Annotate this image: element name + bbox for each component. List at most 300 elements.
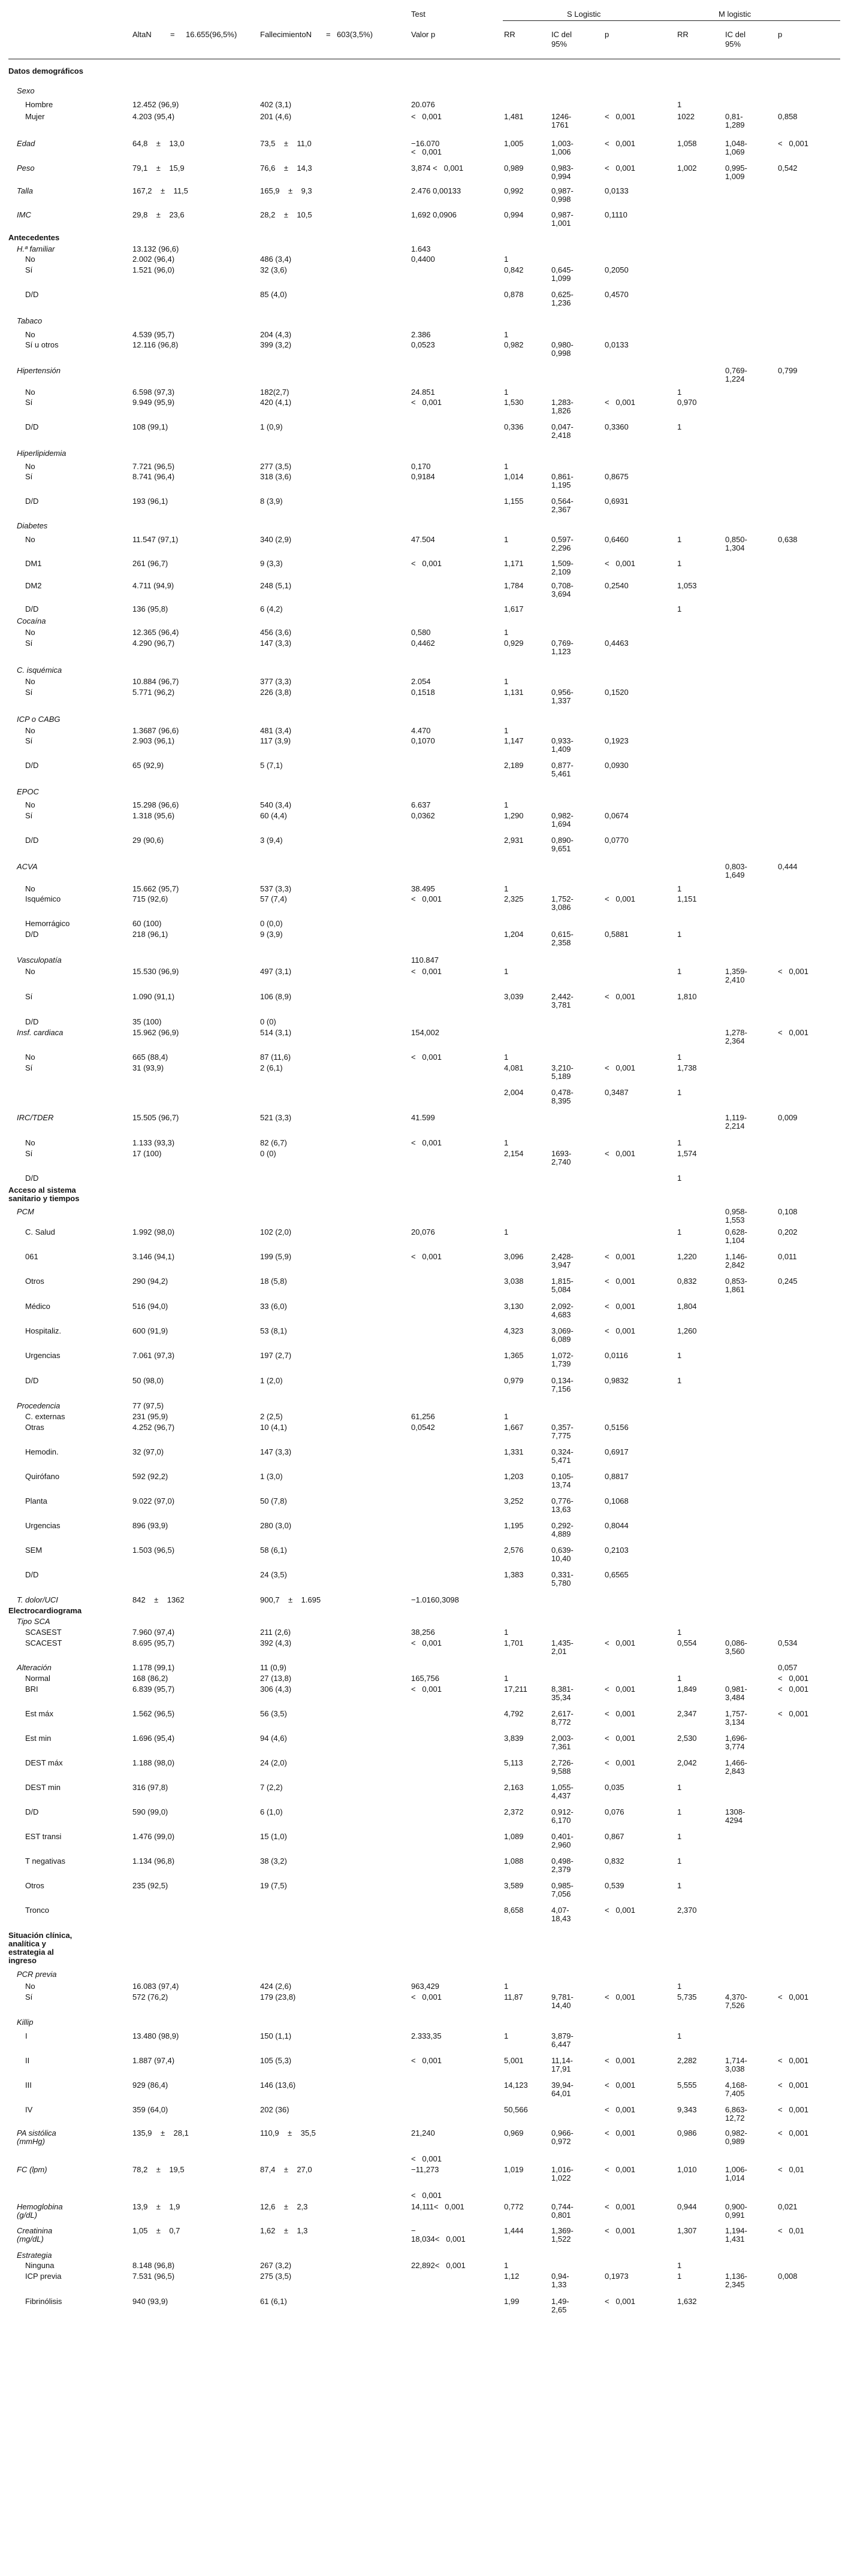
cell-label: C. isquémica bbox=[17, 666, 62, 675]
cell-test: 0,9184 bbox=[411, 472, 435, 481]
cell-alta: 261 (96,7) bbox=[132, 559, 168, 568]
cell-m-rr: 1 bbox=[677, 930, 682, 939]
cell-label: Tipo SCA bbox=[17, 1617, 50, 1626]
cell-m-ic: 0,900- 0,991 bbox=[725, 2202, 747, 2220]
cell-fall: 50 (7,8) bbox=[260, 1496, 287, 1505]
cell-s-p: 0,0674 bbox=[605, 811, 629, 820]
cell-m-rr: 1 bbox=[677, 2272, 682, 2281]
cell-label: EPOC bbox=[17, 787, 39, 796]
s-logistic-heading: S Logistic bbox=[567, 10, 601, 19]
cell-label: Talla bbox=[17, 186, 33, 195]
cell-m-rr: 0,944 bbox=[677, 2202, 697, 2211]
cell-label: PCM bbox=[17, 1207, 34, 1216]
cell-m-p: < 0,001 bbox=[778, 1993, 808, 2001]
cell-fall: 56 (3,5) bbox=[260, 1709, 287, 1718]
cell-alta: 929 (86,4) bbox=[132, 2081, 168, 2090]
cell-s-ic: 0,645- 1,099 bbox=[551, 265, 574, 283]
cell-label: No bbox=[25, 967, 35, 976]
cell-m-p: < 0,001 bbox=[778, 139, 808, 148]
cell-test: < 0,001 bbox=[411, 1993, 442, 2001]
cell-m-rr: 1 bbox=[677, 1807, 682, 1816]
cell-m-p: 0,009 bbox=[778, 1113, 798, 1122]
cell-fall: 540 (3,4) bbox=[260, 800, 292, 809]
cell-label: Urgencias bbox=[25, 1351, 61, 1360]
cell-s-p: 0,1520 bbox=[605, 688, 629, 697]
cell-m-ic: 1,136- 2,345 bbox=[725, 2272, 747, 2289]
cell-s-rr: 1,195 bbox=[504, 1521, 524, 1530]
cell-m-rr: 1 bbox=[677, 1227, 682, 1236]
cell-fall: 87 (11,6) bbox=[260, 1053, 291, 1062]
cell-label: D/D bbox=[25, 930, 39, 939]
cell-s-ic: 2,428- 3,947 bbox=[551, 1252, 574, 1269]
cell-s-rr: 1,99 bbox=[504, 2297, 520, 2306]
cell-alta: 8.148 (96,8) bbox=[132, 2261, 175, 2270]
cell-s-p: < 0,001 bbox=[605, 112, 635, 121]
cell-test: 2.476 0,00133 bbox=[411, 186, 461, 195]
cell-s-p: < 0,001 bbox=[605, 139, 635, 148]
cell-test: < 0,001 bbox=[411, 1053, 442, 1062]
cell-s-ic: 0,985- 7,056 bbox=[551, 1881, 574, 1898]
cell-label: No bbox=[25, 388, 35, 397]
cell-m-rr: 1,804 bbox=[677, 1302, 697, 1311]
cell-fall: 1,62 ± 1,3 bbox=[260, 2226, 308, 2235]
cell-alta: 16.083 (97,4) bbox=[132, 1982, 179, 1991]
cell-s-p: < 0,001 bbox=[605, 1758, 635, 1767]
cell-s-p: 0,6931 bbox=[605, 497, 629, 506]
cell-label: SEM bbox=[25, 1546, 43, 1555]
cell-s-p: 0,6917 bbox=[605, 1447, 629, 1456]
cell-fall: 24 (3,5) bbox=[260, 1570, 287, 1579]
cell-s-p: < 0,001 bbox=[605, 1252, 635, 1261]
cell-fall: 19 (7,5) bbox=[260, 1881, 287, 1890]
cell-s-rr: 1,089 bbox=[504, 1832, 524, 1841]
cell-m-ic: 0,850- 1,304 bbox=[725, 535, 747, 552]
cell-fall: 0 (0,0) bbox=[260, 919, 283, 928]
cell-test: 2.386 bbox=[411, 330, 431, 339]
cell-alta: 167,2 ± 11,5 bbox=[132, 186, 188, 195]
cell-s-p: < 0,001 bbox=[605, 559, 635, 568]
cell-test: 41.599 bbox=[411, 1113, 435, 1122]
m-rr-column-label: RR bbox=[677, 30, 689, 39]
cell-m-rr: 2,282 bbox=[677, 2056, 697, 2065]
cell-s-rr: 1 bbox=[504, 628, 509, 637]
cell-alta: 9.022 (97,0) bbox=[132, 1496, 175, 1505]
cell-label: D/D bbox=[25, 422, 39, 431]
cell-s-p: 0,3360 bbox=[605, 422, 629, 431]
cell-label: SCASEST bbox=[25, 1628, 62, 1637]
cell-alta: 572 (76,2) bbox=[132, 1993, 168, 2001]
cell-s-ic: 0,956- 1,337 bbox=[551, 688, 574, 705]
cell-alta: 2.903 (96,1) bbox=[132, 736, 175, 745]
cell-label: Hipertensión bbox=[17, 366, 61, 375]
cell-alta: 2.002 (96,4) bbox=[132, 255, 175, 264]
cell-s-ic: 1,283- 1,826 bbox=[551, 398, 574, 415]
cell-m-p: < 0,001 bbox=[778, 967, 808, 976]
cell-label: Acceso al sistema sanitario y tiempos bbox=[8, 1186, 80, 1203]
cell-s-rr: 1,131 bbox=[504, 688, 524, 697]
cell-s-ic: 0,564- 2,367 bbox=[551, 497, 574, 514]
cell-s-rr: 0,842 bbox=[504, 265, 524, 274]
cell-s-rr: 1,784 bbox=[504, 581, 524, 590]
cell-alta: 29,8 ± 23,6 bbox=[132, 210, 185, 219]
cell-test: 2.333,35 bbox=[411, 2031, 442, 2040]
cell-s-rr: 3,252 bbox=[504, 1496, 524, 1505]
cell-fall: 267 (3,2) bbox=[260, 2261, 292, 2270]
cell-s-ic: 0,966- 0,972 bbox=[551, 2128, 574, 2146]
cell-label: ICP o CABG bbox=[17, 715, 61, 724]
cell-label: Estrategia bbox=[17, 2251, 52, 2260]
cell-m-rr: 1,632 bbox=[677, 2297, 697, 2306]
cell-alta: 15.662 (95,7) bbox=[132, 884, 179, 893]
cell-s-ic: 1693- 2,740 bbox=[551, 1149, 572, 1166]
cell-alta: 15.530 (96,9) bbox=[132, 967, 179, 976]
cell-fall: 27 (13,8) bbox=[260, 1674, 292, 1683]
cell-s-rr: 2,325 bbox=[504, 894, 524, 903]
cell-s-p: 0,1068 bbox=[605, 1496, 629, 1505]
cell-s-rr: 1,12 bbox=[504, 2272, 520, 2281]
cell-label: DEST min bbox=[25, 1783, 61, 1792]
cell-m-ic: 0,853- 1,861 bbox=[725, 1277, 747, 1294]
cell-alta: 359 (64,0) bbox=[132, 2105, 168, 2114]
cell-m-p: < 0,001 bbox=[778, 2105, 808, 2114]
cell-s-p: 0,6565 bbox=[605, 1570, 629, 1579]
cell-s-p: 0,3487 bbox=[605, 1088, 629, 1097]
cell-s-ic: 0,324- 5,471 bbox=[551, 1447, 574, 1465]
cell-s-p: 0,076 bbox=[605, 1807, 624, 1816]
cell-s-rr: 0,929 bbox=[504, 639, 524, 648]
cell-s-p: < 0,001 bbox=[605, 1302, 635, 1311]
cell-fall: 537 (3,3) bbox=[260, 884, 292, 893]
cell-s-p: 0,035 bbox=[605, 1783, 624, 1792]
cell-fall: 6 (4,2) bbox=[260, 604, 283, 613]
cell-s-ic: 9,781- 14,40 bbox=[551, 1993, 574, 2010]
cell-alta: 8.695 (95,7) bbox=[132, 1638, 175, 1647]
cell-alta: 79,1 ± 15,9 bbox=[132, 164, 185, 173]
cell-m-ic: 6,863- 12,72 bbox=[725, 2105, 747, 2123]
cell-m-rr: 2,042 bbox=[677, 1758, 697, 1767]
cell-fall: 58 (6,1) bbox=[260, 1546, 287, 1555]
cell-label: I bbox=[25, 2031, 28, 2040]
cell-s-rr: 1,481 bbox=[504, 112, 524, 121]
cell-s-rr: 0,336 bbox=[504, 422, 524, 431]
cell-label: Hombre bbox=[25, 100, 53, 109]
cell-s-p: < 0,001 bbox=[605, 164, 635, 173]
cell-s-rr: 1 bbox=[504, 1053, 509, 1062]
cell-label: Sí bbox=[25, 1149, 33, 1158]
cell-alta: 6.839 (95,7) bbox=[132, 1685, 175, 1694]
cell-s-p: 0,2050 bbox=[605, 265, 629, 274]
cell-fall: 9 (3,9) bbox=[260, 930, 283, 939]
cell-m-p: 0,202 bbox=[778, 1227, 798, 1236]
cell-alta: 1.133 (93,3) bbox=[132, 1138, 175, 1147]
cell-alta: 1.318 (95,6) bbox=[132, 811, 175, 820]
cell-s-rr: 17,211 bbox=[504, 1685, 527, 1694]
cell-m-rr: 1,307 bbox=[677, 2226, 697, 2235]
cell-s-rr: 3,589 bbox=[504, 1881, 524, 1890]
cell-alta: 1.3687 (96,6) bbox=[132, 726, 179, 735]
cell-alta: 316 (97,8) bbox=[132, 1783, 168, 1792]
cell-m-rr: 5,555 bbox=[677, 2081, 697, 2090]
cell-fall: 201 (4,6) bbox=[260, 112, 292, 121]
cell-fall: 202 (36) bbox=[260, 2105, 289, 2114]
cell-label: Sí bbox=[25, 688, 33, 697]
cell-fall: 53 (8,1) bbox=[260, 1326, 287, 1335]
cell-m-rr: 1,220 bbox=[677, 1252, 697, 1261]
cell-fall: 179 (23,8) bbox=[260, 1993, 296, 2001]
cell-s-ic: 0,776- 13,63 bbox=[551, 1496, 574, 1514]
cell-m-rr: 1 bbox=[677, 1138, 682, 1147]
cell-test: 38,256 bbox=[411, 1628, 435, 1637]
cell-label: Sí bbox=[25, 265, 33, 274]
cell-s-p: < 0,001 bbox=[605, 2105, 635, 2114]
cell-s-ic: 1,003- 1,006 bbox=[551, 139, 574, 156]
cell-m-p: 0,444 bbox=[778, 862, 798, 871]
cell-s-p: < 0,001 bbox=[605, 2297, 635, 2306]
cell-m-rr: 1 bbox=[677, 1376, 682, 1385]
cell-s-ic: 0,292- 4,889 bbox=[551, 1521, 574, 1538]
m-logistic-rule bbox=[677, 20, 840, 21]
cell-s-p: 0,8675 bbox=[605, 472, 629, 481]
cell-s-rr: 1,667 bbox=[504, 1423, 524, 1432]
cell-alta: 4.539 (95,7) bbox=[132, 330, 175, 339]
cell-alta: 1,05 ± 0,7 bbox=[132, 2226, 180, 2235]
cell-s-rr: 1,444 bbox=[504, 2226, 524, 2235]
cell-test: 24.851 bbox=[411, 388, 435, 397]
fallecimiento-column-label: FallecimientoN bbox=[260, 30, 312, 39]
cell-m-p: 0,108 bbox=[778, 1207, 798, 1216]
cell-alta: 3.146 (94,1) bbox=[132, 1252, 175, 1261]
cell-test: 6.637 bbox=[411, 800, 431, 809]
cell-m-rr: 0,970 bbox=[677, 398, 697, 407]
cell-m-ic: 0,628- 1,104 bbox=[725, 1227, 747, 1245]
cell-m-p: 0,011 bbox=[778, 1252, 797, 1261]
cell-m-ic: 1,119- 2,214 bbox=[725, 1113, 747, 1130]
cell-s-rr: 8,658 bbox=[504, 1906, 524, 1915]
cell-test: 0,580 bbox=[411, 628, 431, 637]
cell-label: BRI bbox=[25, 1685, 38, 1694]
cell-fall: 61 (6,1) bbox=[260, 2297, 287, 2306]
cell-s-p: 0,832 bbox=[605, 1857, 624, 1866]
cell-label: Normal bbox=[25, 1674, 50, 1683]
s-p-column-label: p bbox=[605, 30, 609, 39]
cell-test: 1,692 0,0906 bbox=[411, 210, 457, 219]
cell-s-p: < 0,001 bbox=[605, 1326, 635, 1335]
cell-s-rr: 1,005 bbox=[504, 139, 524, 148]
cell-fall: 199 (5,9) bbox=[260, 1252, 292, 1261]
cell-test: 963,429 bbox=[411, 1982, 439, 1991]
cell-test: 0,0542 bbox=[411, 1423, 435, 1432]
cell-s-rr: 1,365 bbox=[504, 1351, 524, 1360]
cell-test: < 0,001 bbox=[411, 559, 442, 568]
cell-alta: 1.188 (98,0) bbox=[132, 1758, 175, 1767]
cell-s-rr: 3,039 bbox=[504, 992, 524, 1001]
cell-s-p: < 0,001 bbox=[605, 2165, 635, 2174]
cell-alta: 15.962 (96,9) bbox=[132, 1028, 179, 1037]
m-logistic-heading: M logistic bbox=[719, 10, 752, 19]
alta-column-total: 16.655(96,5%) bbox=[186, 30, 237, 39]
cell-s-ic: 11,14- 17,91 bbox=[551, 2056, 573, 2073]
cell-test: 2.054 bbox=[411, 677, 431, 686]
cell-fall: 94 (4,6) bbox=[260, 1734, 287, 1743]
cell-alta: 592 (92,2) bbox=[132, 1472, 168, 1481]
cell-s-rr: 2,576 bbox=[504, 1546, 524, 1555]
cell-test: 21,240 bbox=[411, 2128, 435, 2137]
cell-test: 3,874 < 0,001 bbox=[411, 164, 464, 173]
cell-s-rr: 1 bbox=[504, 388, 509, 397]
cell-test: < 0,001 bbox=[411, 112, 442, 121]
cell-alta: 1.521 (96,0) bbox=[132, 265, 175, 274]
cell-alta: 12.365 (96,4) bbox=[132, 628, 179, 637]
cell-m-rr: 0,986 bbox=[677, 2128, 697, 2137]
cell-s-rr: 3,839 bbox=[504, 1734, 524, 1743]
cell-fall: 340 (2,9) bbox=[260, 535, 292, 544]
cell-s-ic: 0,597- 2,296 bbox=[551, 535, 574, 552]
cell-m-p: < 0,001 bbox=[778, 2081, 808, 2090]
cell-m-rr: 1 bbox=[677, 1982, 682, 1991]
cell-s-rr: 1 bbox=[504, 1412, 509, 1421]
cell-fall: 147 (3,3) bbox=[260, 1447, 292, 1456]
cell-label: IV bbox=[25, 2105, 33, 2114]
cell-alta: 78,2 ± 19,5 bbox=[132, 2165, 185, 2174]
cell-s-rr: 2,154 bbox=[504, 1149, 524, 1158]
cell-m-p: < 0,01 bbox=[778, 2165, 804, 2174]
cell-s-ic: 1,509- 2,109 bbox=[551, 559, 574, 576]
cell-label: No bbox=[25, 1982, 35, 1991]
cell-s-rr: 0,969 bbox=[504, 2128, 524, 2137]
cell-s-ic: 0,625- 1,236 bbox=[551, 290, 574, 307]
cell-s-rr: 3,130 bbox=[504, 1302, 524, 1311]
cell-fall: 521 (3,3) bbox=[260, 1113, 292, 1122]
cell-s-p: < 0,001 bbox=[605, 2081, 635, 2090]
cell-alta: 168 (86,2) bbox=[132, 1674, 168, 1683]
cell-s-rr: 1 bbox=[504, 1628, 509, 1637]
cell-label: Planta bbox=[25, 1496, 47, 1505]
cell-label: No bbox=[25, 677, 35, 686]
cell-fall: 12,6 ± 2,3 bbox=[260, 2202, 308, 2211]
cell-s-rr: 0,989 bbox=[504, 164, 524, 173]
cell-alta: 8.741 (96,4) bbox=[132, 472, 175, 481]
cell-s-ic: 1,49- 2,65 bbox=[551, 2297, 569, 2314]
cell-label: DM2 bbox=[25, 581, 42, 590]
cell-s-ic: 39,94- 64,01 bbox=[551, 2081, 574, 2098]
cell-s-ic: 0,877- 5,461 bbox=[551, 761, 574, 778]
cell-s-ic: 1,072- 1,739 bbox=[551, 1351, 574, 1368]
cell-label: D/D bbox=[25, 761, 39, 770]
cell-s-p: < 0,001 bbox=[605, 894, 635, 903]
cell-s-ic: 1,016- 1,022 bbox=[551, 2165, 574, 2182]
test-group-heading: Test bbox=[411, 10, 425, 19]
cell-test: 154,002 bbox=[411, 1028, 439, 1037]
cell-fall: 76,6 ± 14,3 bbox=[260, 164, 312, 173]
cell-fall: 15 (1,0) bbox=[260, 1832, 287, 1841]
cell-s-rr: 50,566 bbox=[504, 2105, 528, 2114]
cell-alta: 12.116 (96,8) bbox=[132, 340, 179, 349]
cell-s-p: < 0,001 bbox=[605, 1277, 635, 1286]
cell-m-rr: 1,810 bbox=[677, 992, 697, 1001]
cell-m-p: < 0,001 bbox=[778, 2128, 808, 2137]
cell-fall: 402 (3,1) bbox=[260, 100, 292, 109]
cell-alta: 7.531 (96,5) bbox=[132, 2272, 175, 2281]
cell-alta: 516 (94,0) bbox=[132, 1302, 168, 1311]
cell-fall: 486 (3,4) bbox=[260, 255, 292, 264]
cell-m-p: < 0,01 bbox=[778, 2226, 804, 2235]
cell-s-ic: 0,982- 1,694 bbox=[551, 811, 574, 829]
cell-m-ic: 1,146- 2,842 bbox=[725, 1252, 747, 1269]
cell-s-p: 0,2540 bbox=[605, 581, 629, 590]
cell-s-p: 0,8044 bbox=[605, 1521, 629, 1530]
cell-fall: 5 (7,1) bbox=[260, 761, 283, 770]
cell-fall: 11 (0,9) bbox=[260, 1663, 286, 1672]
cell-s-p: 0,4463 bbox=[605, 639, 629, 648]
cell-s-rr: 1 bbox=[504, 726, 509, 735]
cell-label: Hiperlipidemia bbox=[17, 449, 67, 458]
cell-s-rr: 3,038 bbox=[504, 1277, 524, 1286]
cell-s-p: 0,0930 bbox=[605, 761, 629, 770]
cell-alta: 32 (97,0) bbox=[132, 1447, 164, 1456]
cell-fall: 0 (0) bbox=[260, 1149, 276, 1158]
cell-test: < 0,001 bbox=[411, 1138, 442, 1147]
cell-fall: 28,2 ± 10,5 bbox=[260, 210, 312, 219]
cell-alta: 4.252 (96,7) bbox=[132, 1423, 175, 1432]
cell-alta: 13.480 (98,9) bbox=[132, 2031, 179, 2040]
cell-s-ic: 0,987- 0,998 bbox=[551, 186, 574, 204]
cell-test: < 0,001 bbox=[411, 967, 442, 976]
cell-label: No bbox=[25, 330, 35, 339]
cell-label: D/D bbox=[25, 836, 39, 845]
cell-label: No bbox=[25, 800, 35, 809]
cell-s-p: 0,4570 bbox=[605, 290, 629, 299]
cell-label: Sí bbox=[25, 639, 33, 648]
cell-fall: 420 (4,1) bbox=[260, 398, 292, 407]
cell-fall: 1 (3,0) bbox=[260, 1472, 283, 1481]
cell-s-rr: 1 bbox=[504, 1982, 509, 1991]
cell-m-ic: 1,696- 3,774 bbox=[725, 1734, 747, 1751]
cell-s-ic: 0,498- 2,379 bbox=[551, 1857, 574, 1874]
cell-fall: 18 (5,8) bbox=[260, 1277, 287, 1286]
cell-s-rr: 1 bbox=[504, 800, 509, 809]
cell-fall: 105 (5,3) bbox=[260, 2056, 292, 2065]
cell-alta: 1.503 (96,5) bbox=[132, 1546, 175, 1555]
cell-fall: 110,9 ± 35,5 bbox=[260, 2128, 316, 2137]
cell-s-p: 0,1923 bbox=[605, 736, 629, 745]
cell-m-rr: 1,010 bbox=[677, 2165, 697, 2174]
cell-s-rr: 2,931 bbox=[504, 836, 524, 845]
cell-label: No bbox=[25, 462, 35, 471]
cell-fall: 248 (5,1) bbox=[260, 581, 292, 590]
cell-label: PCR previa bbox=[17, 1970, 57, 1979]
cell-m-ic: 0,769- 1,224 bbox=[725, 366, 747, 383]
cell-m-rr: 1 bbox=[677, 2031, 682, 2040]
cell-fall: 277 (3,5) bbox=[260, 462, 292, 471]
cell-alta: 1.476 (99,0) bbox=[132, 1832, 175, 1841]
fallecimiento-column-total: 603(3,5%) bbox=[337, 30, 373, 39]
cell-s-p: < 0,001 bbox=[605, 2202, 635, 2211]
alta-equals: = bbox=[170, 30, 175, 39]
cell-m-rr: 1,053 bbox=[677, 581, 697, 590]
cell-s-rr: 1 bbox=[504, 967, 509, 976]
cell-s-p: < 0,001 bbox=[605, 1638, 635, 1647]
cell-s-rr: 1 bbox=[504, 2261, 509, 2270]
cell-alta: 35 (100) bbox=[132, 1017, 162, 1026]
cell-s-rr: 1 bbox=[504, 884, 509, 893]
cell-m-ic: 1308- 4294 bbox=[725, 1807, 746, 1825]
cell-fall: 275 (3,5) bbox=[260, 2272, 292, 2281]
cell-alta: 13.132 (96,6) bbox=[132, 244, 179, 253]
cell-s-rr: 2,372 bbox=[504, 1807, 524, 1816]
cell-s-p: 0,5156 bbox=[605, 1423, 629, 1432]
cell-m-rr: 1,260 bbox=[677, 1326, 697, 1335]
table-header bbox=[8, 8, 840, 67]
